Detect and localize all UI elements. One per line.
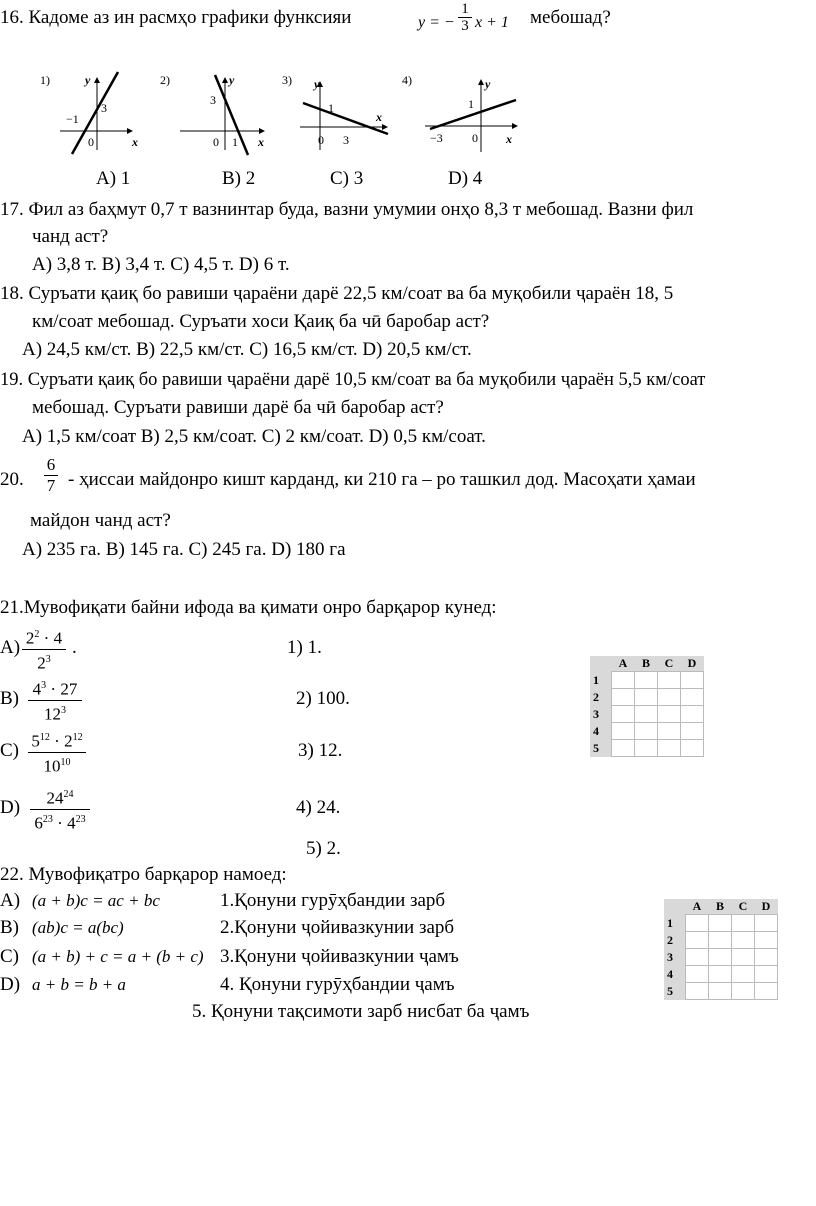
q20-line2: майдон чанд аст? — [30, 510, 171, 531]
q19-answers: A) 1,5 км/соат B) 2,5 км/соат. C) 2 км/соат. D) 0,5 км/соат. — [22, 426, 486, 447]
grid-cell[interactable] — [686, 915, 709, 932]
q18-line2: км/соат мебошад. Суръати хоси Қаиқ ба чӣ баробар аст? — [32, 311, 490, 332]
q21-grid-col-c: C — [664, 656, 674, 670]
q21-d-num-base: 24 — [46, 788, 64, 808]
q21-a-num-exp: 2 — [34, 629, 40, 640]
q21-value-5: 5) 2. — [306, 838, 341, 859]
q22-label-b: B) — [0, 917, 19, 938]
q21-grid-col-d: D — [687, 656, 697, 670]
q22-answer-grid — [664, 899, 778, 1000]
grid-cell[interactable] — [732, 932, 755, 949]
grid-cell[interactable] — [686, 932, 709, 949]
graph-3-y-axis: y — [314, 77, 320, 91]
q21-c-num-exp: 12 — [39, 732, 50, 743]
graph-4-intercept-y: 1 — [468, 97, 474, 111]
q22-law-1: 1.Қонуни гурӯҳбандии зарб — [220, 890, 446, 911]
q16-formula-fraction — [458, 1, 472, 34]
grid-cell[interactable] — [732, 966, 755, 983]
grid-cell[interactable] — [658, 723, 681, 740]
grid-cell[interactable] — [612, 740, 635, 757]
q16-frac-den: 3 — [461, 18, 469, 34]
graph-1-y-axis: y — [85, 73, 91, 87]
grid-cell[interactable] — [681, 723, 704, 740]
q22-title: 22. Мувофиқатро барқарор намоед: — [0, 864, 287, 885]
q21-label-a: A) — [0, 637, 21, 658]
q21-c-den-exp: 10 — [60, 756, 71, 768]
q22-law-3: 3.Қонуни ҷойивазкунии ҷамъ — [220, 946, 459, 967]
q16-frac-num: 1 — [461, 1, 469, 17]
q22-law-2: 2.Қонуни ҷойивазкунии зарб — [220, 917, 455, 938]
q20-frac-num: 6 — [46, 455, 56, 474]
q21-b-den-base: 12 — [44, 704, 61, 724]
q21-grid-row-2: 2 — [593, 689, 599, 704]
q21-grid-row-5: 5 — [593, 740, 599, 755]
grid-cell[interactable] — [635, 689, 658, 706]
grid-cell[interactable] — [658, 740, 681, 757]
q21-a-den-base: 2 — [37, 653, 46, 673]
q22-grid-row-5: 5 — [667, 983, 673, 998]
q21-expr-a — [22, 625, 66, 673]
q20-fraction — [44, 455, 58, 496]
q16-graphs — [0, 70, 816, 170]
q21-label-c: C) — [0, 740, 19, 761]
q21-d-den-base: 6 — [34, 813, 43, 833]
q22-formula-b: (ab)c = a(bc) — [32, 918, 124, 937]
grid-cell[interactable] — [658, 689, 681, 706]
graph-1-intercept-x: −1 — [66, 112, 79, 126]
q21-expr-b — [28, 676, 82, 724]
q21-a-num-base: 2 — [25, 628, 35, 648]
q21-c-num-base: 5 — [31, 731, 40, 751]
q22-grid-row-1: 1 — [667, 915, 673, 930]
q21-label-b: B) — [0, 688, 19, 709]
q21-b-num-tail: · 27 — [46, 679, 78, 699]
grid-cell[interactable] — [709, 966, 732, 983]
q21-grid-col-a: A — [618, 656, 628, 670]
grid-cell[interactable] — [658, 672, 681, 689]
graph-3-intercept-y: 1 — [328, 101, 334, 115]
q21-c-den-base: 10 — [43, 756, 61, 776]
grid-cell[interactable] — [732, 983, 755, 1000]
grid-cell[interactable] — [612, 706, 635, 723]
graph-2-label: 2) — [160, 73, 170, 87]
grid-cell[interactable] — [658, 706, 681, 723]
grid-cell[interactable] — [709, 949, 732, 966]
q22-formula-c: (a + b) + c = a + (b + c) — [32, 947, 204, 966]
q21-value-1: 1) 1. — [287, 637, 322, 658]
q21-grid-col-b: B — [641, 656, 650, 670]
q20-frac-den: 7 — [46, 476, 56, 495]
grid-cell[interactable] — [686, 949, 709, 966]
graph-3-label: 3) — [282, 73, 292, 87]
q16-formula-lhs: y = − — [418, 14, 455, 31]
q20-answers: A) 235 га. B) 145 га. C) 245 га. D) 180 га — [22, 539, 346, 560]
q21-value-3: 3) 12. — [298, 740, 343, 761]
q21-c-num-exp2: 12 — [72, 732, 83, 743]
q16-answer-c: C) 3 — [330, 168, 364, 189]
grid-cell[interactable] — [686, 966, 709, 983]
graph-4-intercept-x: −3 — [430, 131, 443, 145]
grid-cell[interactable] — [681, 740, 704, 757]
graph-2-origin: 0 — [213, 135, 219, 149]
q21-grid-row-1: 1 — [593, 672, 599, 687]
q22-grid-col-c: C — [738, 899, 748, 913]
graph-3-intercept-x: 3 — [343, 133, 349, 147]
q19-line2: мебошад. Суръати равиши дарё ба чӣ баробар аст? — [32, 397, 444, 418]
grid-cell[interactable] — [755, 949, 778, 966]
q21-value-2: 2) 100. — [296, 688, 350, 709]
q19-line1: 19. Суръати қаиқ бо равиши ҷараёни дарё 10,5 км/соат ва ба муқобили ҷараён 5,5 км/соат — [0, 370, 706, 390]
grid-cell[interactable] — [635, 740, 658, 757]
q21-a-num-tail: · 4 — [39, 628, 63, 648]
q21-title: 21.Мувофиқати байни ифода ва қимати онро барқарор кунед: — [0, 597, 497, 618]
graph-3 — [282, 73, 388, 150]
q16-answer-b: B) 2 — [222, 168, 256, 189]
graph-2 — [160, 73, 265, 155]
q21-c-num-tail: · 2 — [49, 731, 73, 751]
grid-cell[interactable] — [686, 983, 709, 1000]
q22-law-4: 4. Қонуни гурӯҳбандии ҷамъ — [220, 974, 455, 995]
graph-2-intercept-y: 3 — [210, 93, 216, 107]
graph-3-origin: 0 — [318, 133, 324, 147]
q22-law-5: 5. Қонуни тақсимоти зарб нисбат ба ҷамъ — [192, 1001, 530, 1022]
q22-grid-col-a: A — [692, 899, 702, 913]
q21-d-num-exp: 24 — [63, 789, 74, 800]
graph-4-label: 4) — [402, 73, 412, 87]
grid-cell[interactable] — [755, 983, 778, 1000]
grid-cell[interactable] — [681, 689, 704, 706]
grid-cell[interactable] — [612, 672, 635, 689]
q22-grid-col-b: B — [715, 899, 724, 913]
q21-value-4: 4) 24. — [296, 797, 341, 818]
q21-a-den-exp: 3 — [45, 653, 51, 665]
q16-answer-a: A) 1 — [96, 168, 131, 189]
grid-cell[interactable] — [635, 672, 658, 689]
q21-b-num-base: 4 — [32, 679, 42, 699]
q22-grid-col-d: D — [761, 899, 771, 913]
q22-label-c: C) — [0, 946, 19, 967]
q16-formula-rhs: x + 1 — [475, 14, 509, 31]
grid-cell[interactable] — [755, 915, 778, 932]
q21-d-den-exp: 23 — [42, 813, 53, 825]
q20-line1: - ҳиссаи майдонро кишт карданд, ки 210 га – ро ташкил дод. Масоҳати ҳамаи — [68, 469, 696, 490]
grid-cell[interactable] — [755, 932, 778, 949]
q22-grid-row-4: 4 — [667, 966, 673, 981]
q20-number: 20. — [0, 469, 24, 490]
q21-b-num-exp: 3 — [41, 680, 47, 691]
graph-4-y-axis: y — [485, 77, 491, 91]
q21-d-den-exp2: 23 — [75, 813, 86, 825]
q18-line1: 18. Суръати қаиқ бо равиши ҷараёни дарё 22,5 км/соат ва ба муқобили ҷараён 18, 5 — [0, 283, 674, 304]
q21-grid-row-4: 4 — [593, 723, 599, 738]
grid-cell[interactable] — [635, 723, 658, 740]
grid-cell[interactable] — [681, 672, 704, 689]
grid-cell[interactable] — [709, 983, 732, 1000]
q21-expr-c — [28, 728, 86, 776]
grid-cell[interactable] — [709, 915, 732, 932]
graph-4-x-axis: x — [506, 132, 512, 146]
graph-1-x-axis: x — [132, 135, 138, 149]
q16-tail: мебошад? — [530, 7, 611, 28]
graph-2-y-axis: y — [229, 73, 235, 87]
q22-formula-a: (a + b)c = ac + bc — [32, 891, 160, 910]
graph-3-x-axis: x — [376, 110, 382, 124]
q22-label-a: A) — [0, 890, 21, 911]
q17-line1: 17. Фил аз баҳмут 0,7 т вазнинтар буда, вазни умумии онҳо 8,3 т мебошад. Вазни фил — [0, 199, 694, 220]
graph-4-origin: 0 — [472, 131, 478, 145]
q21-a-suffix: . — [72, 637, 77, 658]
grid-cell[interactable] — [732, 915, 755, 932]
q22-formula-d: a + b = b + a — [32, 975, 126, 994]
graph-1-intercept-y: 3 — [101, 101, 107, 115]
grid-cell[interactable] — [732, 949, 755, 966]
q22-label-d: D) — [0, 974, 21, 995]
q16-answer-d: D) 4 — [448, 168, 483, 189]
q21-b-den-exp: 3 — [61, 704, 66, 716]
graph-2-intercept-x: 1 — [232, 135, 238, 149]
q22-grid-row-3: 3 — [667, 949, 673, 964]
graph-4 — [402, 73, 518, 152]
grid-cell[interactable] — [755, 966, 778, 983]
q21-grid-row-3: 3 — [593, 706, 599, 721]
grid-cell[interactable] — [612, 689, 635, 706]
q22-grid-row-2: 2 — [667, 932, 673, 947]
grid-cell[interactable] — [612, 723, 635, 740]
grid-cell[interactable] — [635, 706, 658, 723]
q21-label-d: D) — [0, 797, 21, 818]
grid-cell[interactable] — [709, 932, 732, 949]
graph-1 — [40, 72, 138, 154]
q21-expr-d — [30, 785, 90, 833]
q17-line2: чанд аст? — [32, 226, 109, 247]
graph-1-origin: 0 — [88, 135, 94, 149]
grid-cell[interactable] — [681, 706, 704, 723]
q18-answers: A) 24,5 км/ст. B) 22,5 км/ст. C) 16,5 км/ст. D) 20,5 км/ст. — [22, 339, 472, 360]
graph-1-label: 1) — [40, 73, 50, 87]
q21-d-den-tail: · 4 — [52, 813, 76, 833]
graph-2-x-axis: x — [258, 135, 264, 149]
q17-answers: A) 3,8 т. B) 3,4 т. C) 4,5 т. D) 6 т. — [32, 254, 290, 275]
q21-answer-grid — [590, 656, 704, 757]
q16-text: 16. Кадоме аз ин расмҳо графики функсияи — [0, 7, 352, 28]
